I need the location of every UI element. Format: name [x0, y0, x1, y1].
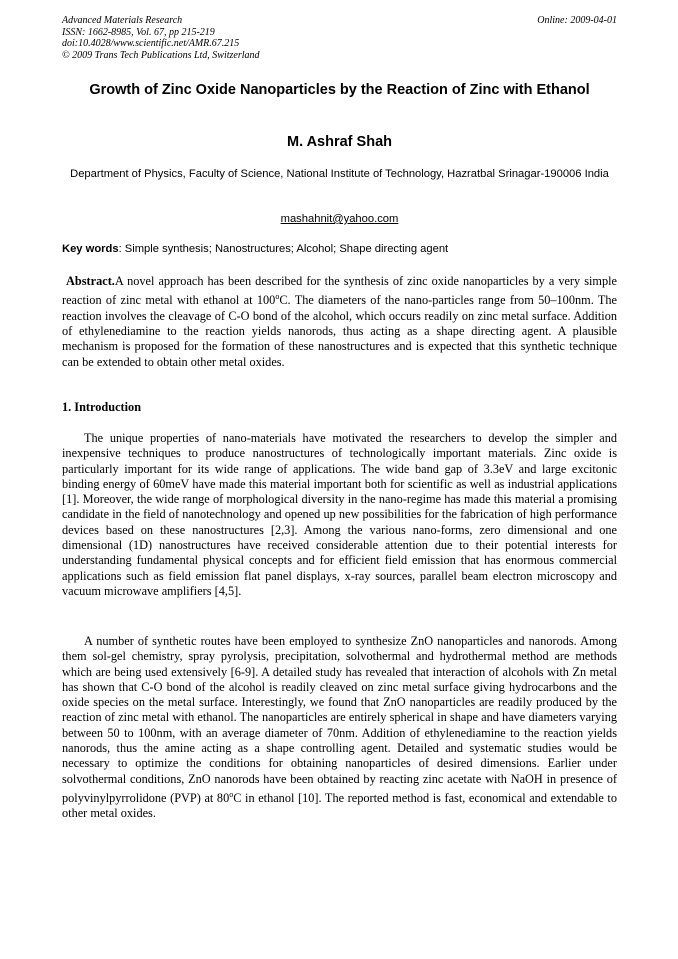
copyright-line: © 2009 Trans Tech Publications Ltd, Switzerland [62, 49, 260, 61]
doi-line: doi:10.4028/www.scientific.net/AMR.67.215 [62, 38, 240, 49]
keywords-line [62, 243, 617, 255]
keywords-text: : Simple synthesis; Nanostructures; Alcohol; Shape directing agent [118, 243, 449, 255]
intro-paragraph-2 [62, 634, 617, 822]
abstract [62, 274, 617, 370]
paper-title: Growth of Zinc Oxide Nanoparticles by the Reaction of Zinc with Ethanol [89, 82, 590, 98]
author-email-link[interactable]: mashahnit@yahoo.com [280, 213, 399, 225]
online-date: Online: 2009-04-01 [537, 15, 617, 26]
intro-paragraph-1: The unique properties of nano-materials have motivated the researchers to develop the simpler and inexpensive techniques to produce nanostructures of technologically important materials. Zinc oxide is particularly important for its wide range of applications. The wide band gap of 3.3eV and large excitonic binding energy of 60meV have made this material important both for scientific as well as industrial applications [1]. Moreover, the wide range of morphological diversity in the nano-regime has made this material a promising candidate in the field of nanotechnology and opened up new possibilities for the fabrication of high performance devices based on these nanostructures [2,3]. Among the various nano-forms, zero dimensional and one dimensional (1D) nanostructures have received considerable attention due to their potential interests for understanding fundamental physical concepts and for efficient field emission that has enormous commercial applications such as field emission flat panel displays, x-ray sources, parallel beam electron microscopy and vacuum microwave amplifiers [4,5]. [62, 431, 617, 598]
abstract-text-1: A novel approach has been described for the synthesis of zinc oxide nanoparticles by a very simple reaction of zinc metal with ethanol at 100 [62, 274, 617, 308]
keywords-label: Key words [62, 243, 119, 255]
intro-paragraph-2-text-2: C in ethanol [10]. The reported method is fast, economical and extendable to other metal oxides. [62, 791, 617, 821]
author-name: M. Ashraf Shah [286, 134, 392, 150]
author-email-line [62, 213, 617, 225]
journal-name: Advanced Materials Research [62, 15, 183, 26]
author-affiliation: Department of Physics, Faculty of Science, National Institute of Technology, Hazratbal Srinagar-190006 India [70, 168, 609, 180]
journal-header [62, 15, 617, 61]
intro-degree-sup: o [229, 789, 234, 799]
abstract-degree-sup: o [275, 292, 280, 302]
abstract-text-2: C. The diameters of the nano-particles range from 50–100nm. The reaction involves the cleavage of C-O bond of the alcohol, which occurs readily on zinc metal surface. Addition of ethylenediamine to the reaction yields nanorods, thus acting as a shape directing agent. A plausible mechanism is proposed for the formation of these nanostructures and is expected that this synthetic technique can be extended to obtain other metal oxides. [62, 293, 617, 369]
intro-paragraph-2-text-1: A number of synthetic routes have been employed to synthesize ZnO nanoparticles and nanorods. Among them sol-gel chemistry, spray pyrolysis, precipitation, solvothermal and hydrothermal method are methods which are being used extensively [6-9]. A detailed study has revealed that interaction of alcohols with Zn metal has shown that C-O bond of the alcohol is readily cleaved on zinc metal surface giving hydrocarbons and the oxide species on the metal surface. Interestingly, we found that ZnO nanoparticles are readily produced by the reaction of zinc metal with ethanol. The nanoparticles are entirely spherical in shape and have diameters varying between 50 to 100nm, with an average diameter of 70nm. Addition of ethylenediamine to the reaction yields nanorods, thus the amine acting as a shape controlling agent. Detailed and systematic studies would be necessary to optimize the conditions for obtaining nanoparticles of desired dimensions. Earlier under solvothermal conditions, ZnO nanorods have been obtained by reacting zinc acetate with NaOH in presence of polyvinylpyrrolidone (PVP) at 80 [62, 634, 617, 806]
abstract-label: Abstract. [66, 274, 115, 288]
issn-line: ISSN: 1662-8985, Vol. 67, pp 215-219 [62, 26, 215, 38]
section-heading-introduction: 1. Introduction [62, 400, 142, 414]
